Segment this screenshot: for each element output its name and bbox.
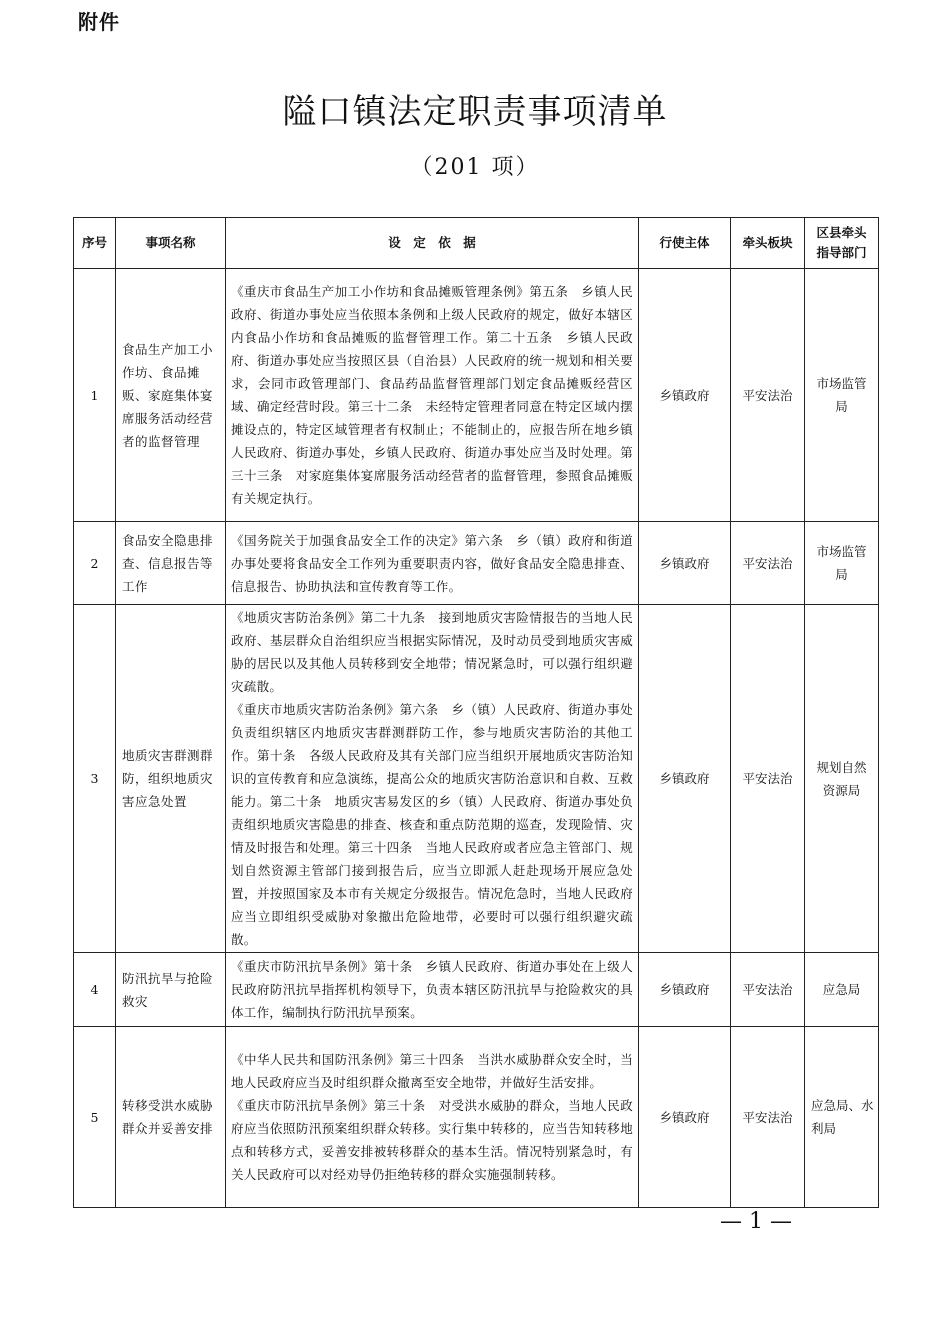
row-name: 转移受洪水威胁群众并妥善安排 xyxy=(116,1027,226,1208)
duties-table xyxy=(73,217,879,1208)
header-dept xyxy=(805,218,879,269)
row-dept: 应急局、水利局 xyxy=(805,1027,879,1208)
attachment-label: 附件 xyxy=(78,10,120,34)
row-sector: 平安法治 xyxy=(731,953,805,1027)
row-sector: 平安法治 xyxy=(731,522,805,605)
row-sector: 平安法治 xyxy=(731,1027,805,1208)
row-sector: 平安法治 xyxy=(731,605,805,953)
table-row xyxy=(74,269,879,522)
document-title: 隘口镇法定职责事项清单 xyxy=(282,92,668,132)
row-basis xyxy=(226,1027,639,1208)
row-dept xyxy=(805,605,879,953)
row-name: 地质灾害群测群防，组织地质灾害应急处置 xyxy=(116,605,226,953)
row-dept xyxy=(805,522,879,605)
basis-paragraph: 《重庆市防汛抗旱条例》第三十条 对受洪水威胁的群众，当地人民政府应当依照防汛预案组织群众转移。实行集中转移的，应当告知转移地点和转移方式，妥善安排被转移群众的基本生活。情况特别紧急时，有关人民政府可以对经劝导仍拒绝转移的群众实施强制转移。 xyxy=(231,1098,633,1182)
row-subject: 乡镇政府 xyxy=(639,269,731,522)
row-name: 食品生产加工小作坊、食品摊贩、家庭集体宴席服务活动经营者的监督管理 xyxy=(116,269,226,522)
row-no: 4 xyxy=(74,953,116,1027)
row-no: 3 xyxy=(74,605,116,953)
row-no: 2 xyxy=(74,522,116,605)
row-subject: 乡镇政府 xyxy=(639,1027,731,1208)
row-basis xyxy=(226,605,639,953)
row-subject: 乡镇政府 xyxy=(639,605,731,953)
header-basis: 设 定 依 据 xyxy=(226,218,639,269)
table-header-row xyxy=(74,218,879,269)
row-dept xyxy=(805,269,879,522)
row-basis xyxy=(226,953,639,1027)
basis-paragraph: 《中华人民共和国防汛条例》第三十四条 当洪水威胁群众安全时，当地人民政府应当及时组织群众撤离至安全地带，并做好生活安排。 xyxy=(231,1052,633,1090)
basis-paragraph: 《地质灾害防治条例》第二十九条 接到地质灾害险情报告的当地人民政府、基层群众自治组织应当根据实际情况，及时动员受到地质灾害威胁的居民以及其他人员转移到安全地带；情况紧急时，可以强行组织避灾疏散。 xyxy=(231,610,633,694)
row-no: 5 xyxy=(74,1027,116,1208)
row-basis xyxy=(226,522,639,605)
basis-paragraph: 《重庆市防汛抗旱条例》第十条 乡镇人民政府、街道办事处在上级人民政府防汛抗旱指挥机构领导下，负责本辖区防汛抗旱与抢险救灾的具体工作，编制执行防汛抗旱预案。 xyxy=(231,959,633,1020)
row-dept-text: 市场监管局 xyxy=(816,376,867,414)
row-name: 食品安全隐患排查、信息报告等工作 xyxy=(116,522,226,605)
basis-paragraph: 《国务院关于加强食品安全工作的决定》第六条 乡（镇）政府和街道办事处要将食品安全工作列为重要职责内容，做好食品安全隐患排查、信息报告、协助执法和宣传教育等工作。 xyxy=(231,532,633,594)
row-subject: 乡镇政府 xyxy=(639,522,731,605)
row-basis xyxy=(226,269,639,522)
header-subject: 行使主体 xyxy=(639,218,731,269)
row-dept: 应急局 xyxy=(805,953,879,1027)
header-no: 序号 xyxy=(74,218,116,269)
basis-paragraph: 《重庆市地质灾害防治条例》第六条 乡（镇）人民政府、街道办事处负责组织辖区内地质灾害群测群防工作，参与地质灾害防治的其他工作。第十条 各级人民政府及其有关部门应当组织开展地质灾害防治知识的宣传教育和应急演练，提高公众的地质灾害防治意识和自救、互救能力。第二十条 地质灾害易发区的乡（镇）人民政府、街道办事处负责组织地质灾害隐患的排查、核查和重点防范期的巡查，发现险情、灾情及时报告和处理。第三十四条 当地人民政府或者应急主管部门、规划自然资源主管部门接到报告后，应当立即派人赶赴现场开展应急处置，并按照国家及本市有关规定分级报告。情况危急时，当地人民政府应当立即组织受威胁对象撤出危险地带，必要时可以强行组织避灾疏散。 xyxy=(231,702,633,947)
row-sector: 平安法治 xyxy=(731,269,805,522)
row-subject: 乡镇政府 xyxy=(639,953,731,1027)
item-count: （201 项） xyxy=(410,155,540,180)
basis-paragraph: 《重庆市食品生产加工小作坊和食品摊贩管理条例》第五条 乡镇人民政府、街道办事处应当依照本条例和上级人民政府的规定，做好本辖区内食品小作坊和食品摊贩的监督管理工作。第二十五条 乡镇人民政府、街道办事处应当按照区县（自治县）人民政府的统一规划和相关要求，会同市政管理部门、食品药品监督管理部门划定食品摊贩经营区域、确定经营时段。第三十二条 未经特定管理者同意在特定区域内摆摊设点的，特定区域管理者有权制止；不能制止的，应报告所在地乡镇人民政府、街道办事处，乡镇人民政府、街道办事处应当及时处理。第三十三条 对家庭集体宴席服务活动经营者的监督管理，参照食品摊贩有关规定执行。 xyxy=(231,284,633,506)
header-dept-text: 区县牵头指导部门 xyxy=(816,225,867,260)
row-name: 防汛抗旱与抢险救灾 xyxy=(116,953,226,1027)
table-row xyxy=(74,953,879,1027)
row-no: 1 xyxy=(74,269,116,522)
row-dept-text: 市场监管局 xyxy=(816,544,867,582)
table-row xyxy=(74,1027,879,1208)
table-row xyxy=(74,522,879,605)
header-sector: 牵头板块 xyxy=(731,218,805,269)
page-number: — 1 — xyxy=(720,1209,792,1234)
header-name: 事项名称 xyxy=(116,218,226,269)
row-dept-text: 规划自然资源局 xyxy=(816,759,867,798)
table-row xyxy=(74,605,879,953)
